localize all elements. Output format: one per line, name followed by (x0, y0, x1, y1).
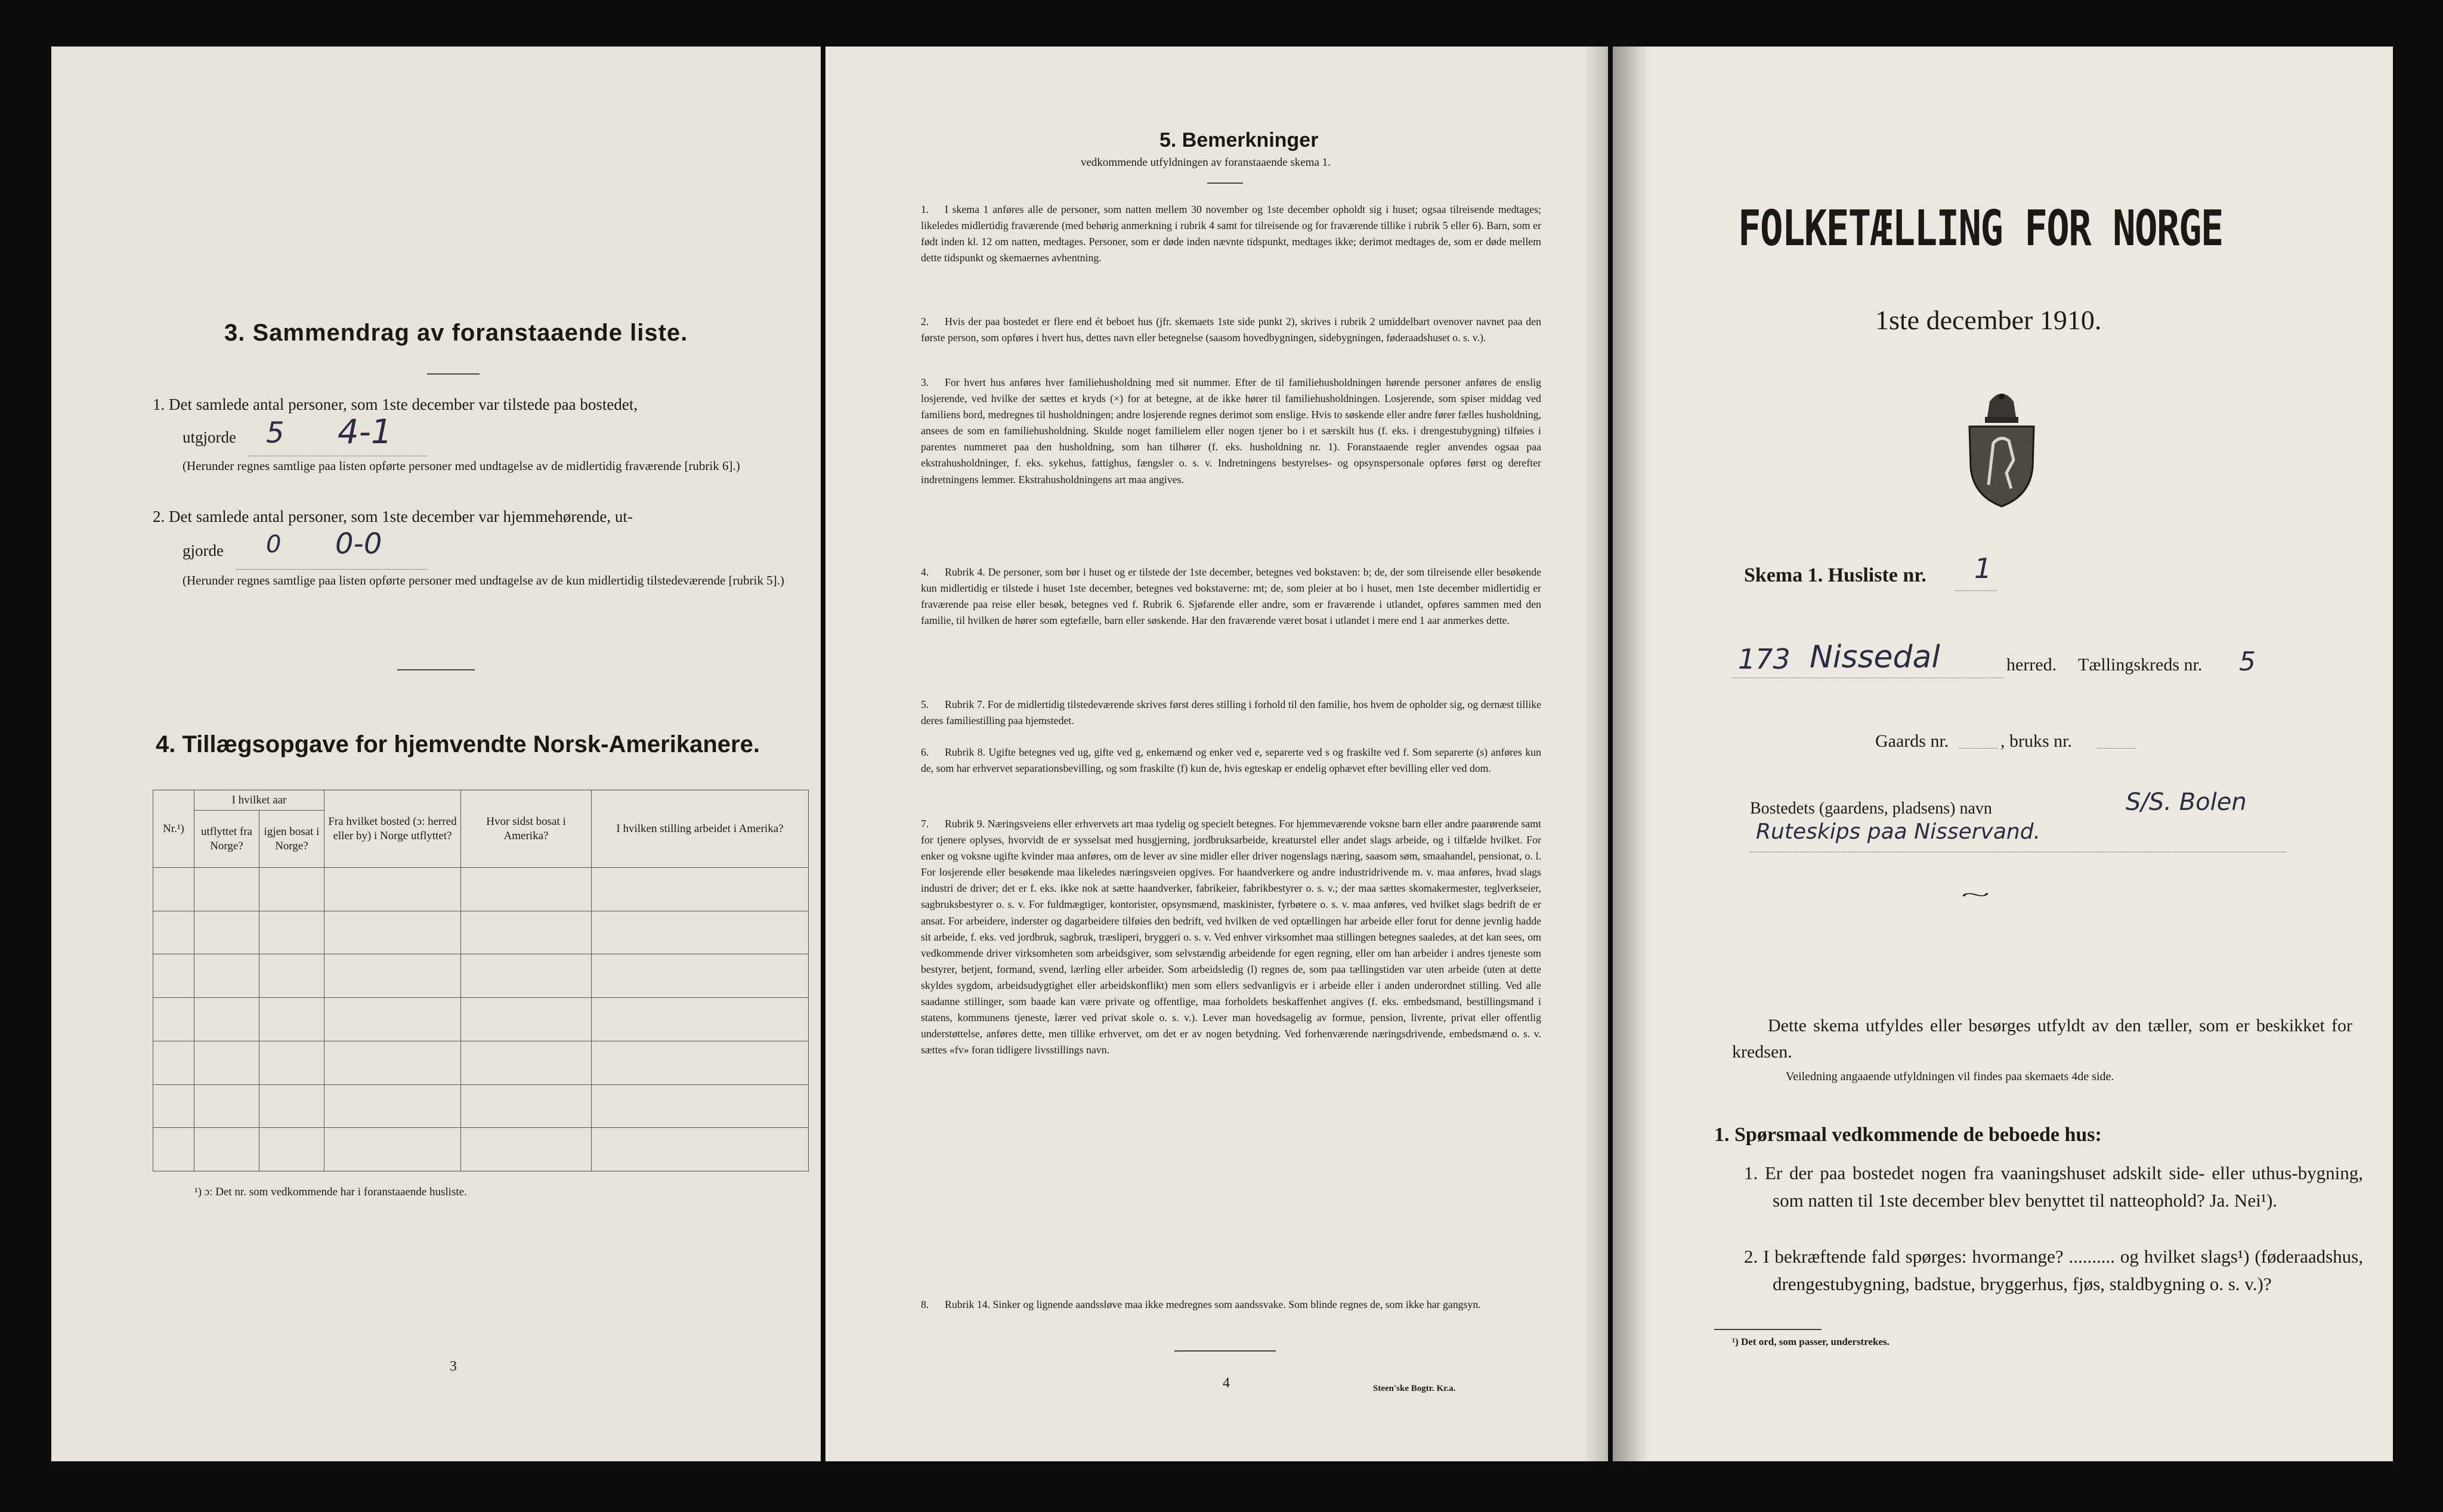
printer-imprint: Steen'ske Bogtr. Kr.a. (1373, 1384, 1456, 1393)
divider (427, 373, 480, 375)
divider (1714, 1329, 1822, 1330)
item2-value-a: 0 (266, 531, 282, 558)
ornament-icon: ~ (1960, 885, 1990, 905)
coat-of-arms-lion-icon (1959, 384, 2045, 509)
census-title: FOLKETÆLLING FOR NORGE (1738, 200, 2223, 257)
item1-text: 1. Det samlede antal personer, som 1ste december var tilstede paa bostedet, (153, 395, 638, 413)
remark-8: 8. Rubrik 14. Sinker og lignende aandssløve maa ikke medregnes som aandssvake. Som blinde regnes de, som ikke har gangsyn. (921, 1298, 1481, 1310)
question-heading: 1. Spørsmaal vedkommende de beboede hus: (1714, 1124, 2102, 1146)
col-amerika: Hvor sidst bosat i Amerika? (461, 790, 592, 868)
question-1: 1. Er der paa bostedet nogen fra vaaningshuset adskilt side- eller uthus-bygning, som natten til 1ste december blev benyttet til natteophold? Ja. Nei¹). (1744, 1162, 2363, 1211)
section4-title: 4. Tillægsopgave for hjemvendte Norsk-Amerikanere. (156, 731, 760, 757)
question-2: 2. I bekræftende fald spørges: hvormange? .......... og hvilket slags¹) (føderaadshus, drengestubygning, badstue, bryggerhus, fjøs, staldbygning o. s. v.)? (1744, 1246, 2363, 1294)
bosted-value-1: S/S. Bolen (2126, 789, 2247, 816)
remarks-subtitle: vedkommende utfyldningen av foranstaaende skema 1. (1081, 156, 1331, 169)
schema-label: Skema 1. Husliste nr. (1744, 564, 1926, 586)
page-left (51, 47, 821, 1461)
item2-text: 2. Det samlede antal personer, som 1ste december var hjemmehørende, ut- (153, 508, 633, 525)
col-group-year: I hvilket aar (194, 790, 324, 811)
husliste-nr: 1 (1974, 552, 1992, 585)
col-nr: Nr.¹) (153, 790, 194, 868)
bruks-label: , bruks nr. (2000, 731, 2072, 751)
table-row (153, 868, 809, 911)
table-row (153, 1041, 809, 1084)
remark-2: 2. Hvis der paa bostedet er flere end ét beboet hus (jfr. skemaets 1ste side punkt 2), skrives i rubrik 2 umiddelbart ovenover navnet paa den første person, som opføres i hvert hus, dettes navn eller betegnelse (saasom hovedbygningen, sidebygningen, føderaadshuset o. s. v.). (921, 316, 1541, 344)
info-subtext: Veiledning angaaende utfyldningen vil findes paa skemaets 4de side. (1786, 1070, 2114, 1083)
table-row (153, 1084, 809, 1128)
gaards-label: Gaards nr. (1875, 731, 1949, 751)
herred-number: 173 (1738, 643, 1790, 675)
norsk-amerikanere-table (153, 790, 809, 1171)
page-right (1613, 47, 2393, 1461)
table-row (153, 954, 809, 998)
divider (1207, 183, 1243, 184)
remark-1: 1. I skema 1 anføres alle de personer, som natten mellem 30 november og 1ste december opholdt sig i huset; ogsaa tilreisende medtages; likeledes midlertidig fraværende (med behørig anmerkning i rubrik 4 samt for tilreisende og for fraværende tillike i rubrik 5 eller 6). Barn, som er født inden kl. 12 om natten, medtages. Personer, som er døde inden nævnte tidspunkt, medtages ikke; derimot medtages de, som er døde mellem dette tidspunkt og skemaernes avhentning. (921, 203, 1541, 264)
footnote: ¹) Det ord, som passer, understrekes. (1732, 1336, 1890, 1347)
remark-7: 7. Rubrik 9. Næringsveiens eller erhvervets art maa tydelig og specielt betegnes. For hjemmeværende voksne barn eller andre paarørende samt for tjenere oplyses, hvorvidt de er sysselsat med husgjerning, jordbruksarbeide, kreaturstel eller andet slags arbeide, og i tilfælde hvilket. For enker og voksne ugifte kvinder maa anføres, om de lever av sine midler eller driver nogenslags næring, saasom søm, smaahandel, pensionat, o. l. For losjerende eller besøkende maa likeledes næringsveien opgives. For haandverkere og andre industridrivende m. v. maa anføres, hvad slags industri de driver; det er f. eks. ikke nok at sætte haandverker, fabrikeier, fabrikbestyrer o. s. v.; der maa sættes skomakermester, teglverkseier, sagbruksbestyrer o. s. v. For fuldmægtiger, kontorister, opsynsmænd, maskinister, fyrbøtere o. s. v. maa anføres, ved hvilket slags bedrift de er ansat. For arbeidere, inderster og dagarbeidere tilføies den bedrift, ved hvilken de ved optællingen har arbeide eller forut for denne jevnlig hadde sit arbeide, f. eks. ved jordbruk, sagbruk, træsliperi, bryggeri o. s. v. Ved enhver virksomhet maa stillingen betegnes saaledes, at det kan sees, om vedkommende driver virksomheten som arbeidsgiver, som selvstændig arbeidende for egen regning, eller om han arbeider i andres tjeneste som bestyrer, betjent, formand, svend, lærling eller arbeider. Som arbeidsledig (l) regnes de, som paa tællingstiden var uten arbeide (uten at dette skyldes sygdom, arbeidsudygtighet eller arbeidskonflikt) men som ellers sedvanligvis er i arbeide eller i anden underordnet stilling. Ved alle saadanne stillinger, som baade kan være private og offentlige, maa forholdets beskaffenhet angives (f. eks. embedsmand, bestillingsmand i statens, kommunens tjeneste, lærer ved privat skole o. s. v.). Lever man hovedsagelig av formue, pension, livrente, privat eller offentlig understøttelse, anføres dette, men tillike erhvervet, om det er av nogen betydning. Ved forhenværende næringsdrivende, embedsmænd o. s. v. sættes «fv» foran tidligere livsstillings navn. (921, 818, 1541, 1056)
bosted-value-2: Ruteskips paa Nisservand. (1756, 820, 2041, 844)
table-row (153, 998, 809, 1041)
remarks-title: 5. Bemerkninger (1159, 129, 1319, 151)
section3-title: 3. Sammendrag av foranstaaende liste. (224, 320, 688, 346)
gaards-line (1959, 748, 1997, 749)
col-bosat: igjen bosat i Norge? (259, 811, 324, 868)
page-number: 3 (450, 1359, 457, 1374)
divider (1174, 1350, 1276, 1352)
footnote: ¹) ɔ: Det nr. som vedkommende har i foranstaaende husliste. (194, 1186, 467, 1198)
kreds-label: Tællingskreds nr. (2078, 655, 2203, 675)
remark-6: 6. Rubrik 8. Ugifte betegnes ved ug, gifte ved g, enkemænd og enker ved e, separerte ved s og fraskilte ved f. Som separerte (s) anføres kun de, som har erhvervet separationsbevilling, og som fraskilte (f) kun de, hvis egteskap er endelig ophævet efter bevilling eller ved dom. (921, 746, 1541, 775)
item1-value-a: 5 (266, 416, 284, 450)
bosted-label: Bostedets (gaardens, pladsens) navn (1750, 799, 1992, 818)
col-utflyttet: utflyttet fra Norge? (194, 811, 259, 868)
bruks-line (2097, 748, 2136, 749)
remark-4: 4. Rubrik 4. De personer, som bør i huset og er tilstede der 1ste december, betegnes ved bokstaven: b; de, der som tilreisende eller besøkende kun midlertidig er tilstede i huset 1ste december, betegnes ved bokstaverne: mt; de, som pleier at bo i huset, men 1ste december midlertidig er fraværende paa reise eller besøk, betegnes ved f. Rubrik 6. Sjøfarende eller andre, som er fraværende i utlandet, opføres sammen med den familie, til hvilken de hører som egtefælle, barn eller søskende. Har den fraværende været bosat i utlandet i mere end 1 aar anmerkes dette. (921, 566, 1541, 627)
item1-note: (Herunder regnes samtlige paa listen opførte personer med undtagelse av de midlertidig fraværende [rubrik 6].) (183, 459, 740, 473)
husliste-line (1955, 590, 1997, 591)
col-stilling: I hvilken stilling arbeidet i Amerika? (592, 790, 809, 868)
remark-3: 3. For hvert hus anføres hver familiehusholdning med sit nummer. Efter de til familiehusholdningen hørende personer anføres de enslig losjerende, ved hvilke der sættes et kryds (×) for at betegne, at de ikke hører til familiehusholdningen. Losjerende, som spiser middag ved familiens bord, medregnes til husholdningen; andre losjerende regnes derimot som enslige. Hvis to søskende eller andre fører fælles husholdning, ansees de som en familiehusholdning. Skulde noget familielem eller nogen tjener bo i et særskilt hus (f. eks. i drengestubygning) tilføies i parentes nummeret paa den husholdning, som han tilhører (f. eks. husholdning nr. 1). Foranstaaende regler anvendes ogsaa paa ekstrahusholdninger, f. eks. sykehus, fattighus, fængsler o. s. v. Indretningens bestyrelses- og opsynspersonale opføres først og derefter indretningens lemmer. Ekstrahusholdningens art maa angives. (921, 376, 1541, 486)
divider (397, 669, 475, 670)
item2-value-b: 0-0 (335, 527, 382, 561)
col-bosted: Fra hvilket bosted (ɔ: herred eller by) i Norge utflyttet? (324, 790, 461, 868)
kreds-value: 5 (2239, 647, 2256, 677)
item2-prefix: gjorde (183, 542, 224, 559)
table-row (153, 1128, 809, 1171)
herred-label: herred. (2006, 655, 2057, 675)
item2-note: (Herunder regnes samtlige paa listen opførte personer med undtagelse av de kun midlertidig tilstedeværende [rubrik 5].) (183, 573, 784, 588)
census-date: 1ste december 1910. (1875, 305, 2102, 335)
info-text: Dette skema utfyldes eller besørges utfyldt av den tæller, som er beskikket for kredsen. (1732, 1016, 2352, 1062)
herred-name: Nissedal (1810, 639, 1940, 675)
item1-prefix: utgjorde (183, 428, 236, 446)
table-row (153, 911, 809, 954)
item1-value-b: 4-1 (338, 413, 392, 452)
item2-line (236, 569, 427, 570)
page-number: 4 (1223, 1375, 1230, 1391)
remark-5: 5. Rubrik 7. For de midlertidig tilstedeværende skrives først deres stilling i forhold til den familie, hos hvem de opholder sig, og dernæst tillike deres familiestilling paa hjemstedet. (921, 698, 1541, 727)
page-middle (825, 47, 1608, 1461)
